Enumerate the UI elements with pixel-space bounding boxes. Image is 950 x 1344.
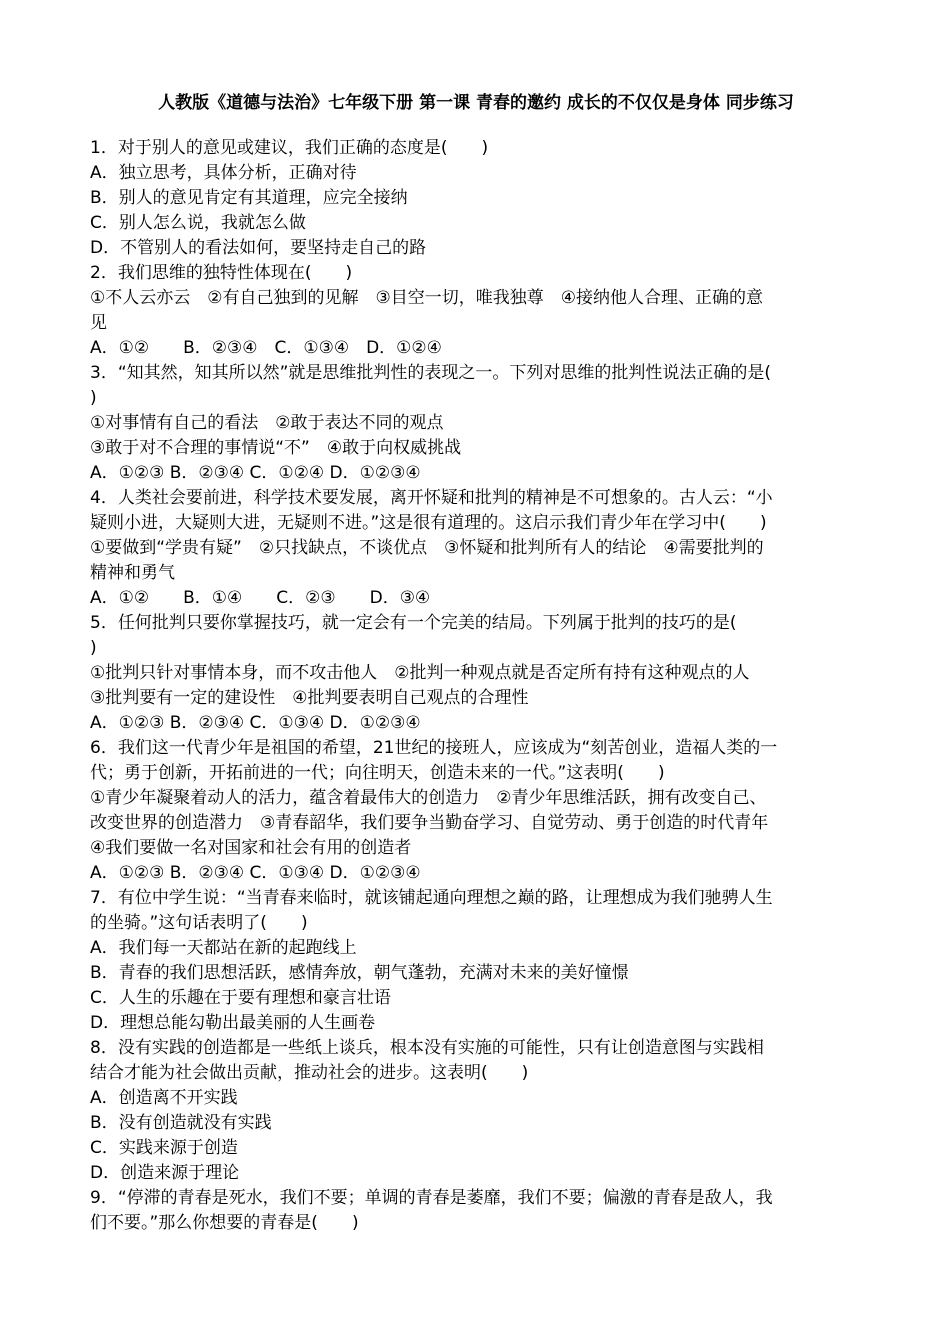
q7-option-b: B．青春的我们思想活跃，感情奔放，朝气蓬勃，充满对未来的美好憧憬	[90, 963, 629, 983]
q6-stem-cont: 代；勇于创新，开拓前进的一代；向往明天，创造未来的一代。”这表明( )	[90, 763, 665, 783]
q5-statements: ①批判只针对事情本身，而不攻击他人 ②批判一种观点就是否定所有持有这种观点的人	[90, 663, 750, 683]
q6-statements: ①青少年凝聚着动人的活力，蕴含着最伟大的创造力 ②青少年思维活跃，拥有改变自己、	[90, 788, 767, 808]
q8-stem: 8．没有实践的创造都是一些纸上谈兵，根本没有实施的可能性，只有让创造意图与实践相	[90, 1038, 764, 1058]
q8-option-c: C．实践来源于创造	[90, 1138, 238, 1158]
q8-stem-cont: 结合才能为社会做出贡献，推动社会的进步。这表明( )	[90, 1063, 529, 1083]
document-page	[90, 88, 862, 1236]
q7-stem-cont: 的坐骑。”这句话表明了( )	[90, 913, 308, 933]
q8-option-a: A．创造离不开实践	[90, 1088, 238, 1108]
q1-option-a: A．独立思考，具体分析，正确对待	[90, 163, 357, 183]
q2-options: A．①② B．②③④ C．①③④ D．①②④	[90, 338, 442, 358]
q4-statements-cont: 精神和勇气	[90, 563, 175, 583]
q6-options: A．①②③ B．②③④ C．①③④ D．①②③④	[90, 863, 421, 883]
q4-stem-cont: 疑则小进，大疑则大进，无疑则不进。”这是很有道理的。这启示我们青少年在学习中( )	[90, 513, 767, 533]
q7-option-d: D．理想总能勾勒出最美丽的人生画卷	[90, 1013, 376, 1033]
q7-option-a: A．我们每一天都站在新的起跑线上	[90, 938, 357, 958]
q1-option-b: B．别人的意见肯定有其道理，应完全接纳	[90, 188, 408, 208]
q5-stem: 5．任何批判只要你掌握技巧，就一定会有一个完美的结局。下列属于批判的技巧的是(	[90, 613, 737, 633]
q6-statements-end: ④我们要做一名对国家和社会有用的创造者	[90, 838, 412, 858]
q1-option-d: D．不管别人的看法如何，要坚持走自己的路	[90, 238, 427, 258]
q8-option-b: B．没有创造就没有实践	[90, 1113, 272, 1133]
q3-stem-cont: )	[90, 388, 97, 408]
q1-option-c: C．别人怎么说，我就怎么做	[90, 213, 306, 233]
q7-stem: 7．有位中学生说：“当青春来临时，就该铺起通向理想之巅的路，让理想成为我们驰骋人生	[90, 888, 773, 908]
q3-options: A．①②③ B．②③④ C．①②④ D．①②③④	[90, 463, 421, 483]
q9-stem: 9．“停滞的青春是死水，我们不要；单调的青春是萎靡，我们不要；偏激的青春是敌人，我	[90, 1188, 773, 1208]
q5-options: A．①②③ B．②③④ C．①③④ D．①②③④	[90, 713, 421, 733]
document-title: 人教版《道德与法治》七年级下册 第一课 青春的邀约 成长的不仅仅是身体 同步练习	[158, 93, 794, 113]
question-list	[90, 136, 862, 1236]
q7-option-c: C．人生的乐趣在于要有理想和豪言壮语	[90, 988, 391, 1008]
q6-statements-cont: 改变世界的创造潜力 ③青春韶华，我们要争当勤奋学习、自觉劳动、勇于创造的时代青年	[90, 813, 769, 833]
q4-statements: ①要做到“学贵有疑” ②只找缺点，不谈优点 ③怀疑和批判所有人的结论 ④需要批判的	[90, 538, 764, 558]
q9-stem-cont: 们不要。”那么你想要的青春是( )	[90, 1213, 359, 1233]
q3-stem: 3．“知其然，知其所以然”就是思维批判性的表现之一。下列对思维的批判性说法正确的是(	[90, 363, 772, 383]
q4-stem: 4．人类社会要前进，科学技术要发展，离开怀疑和批判的精神是不可想象的。古人云：“小	[90, 488, 773, 508]
q4-options: A．①② B．①④ C．②③ D．③④	[90, 588, 431, 608]
q3-statements-cont: ③敢于对不合理的事情说“不” ④敢于向权威挑战	[90, 438, 462, 458]
q1-stem: 1．对于别人的意见或建议，我们正确的态度是( )	[90, 138, 489, 158]
q2-stem: 2．我们思维的独特性体现在( )	[90, 263, 353, 283]
q6-stem: 6．我们这一代青少年是祖国的希望，21世纪的接班人，应该成为“刻苦创业，造福人类的一	[90, 738, 778, 758]
q3-statements: ①对事情有自己的看法 ②敢于表达不同的观点	[90, 413, 444, 433]
q8-option-d: D．创造来源于理论	[90, 1163, 240, 1183]
q5-stem-cont: )	[90, 638, 97, 658]
q2-statements-cont: 见	[90, 313, 107, 333]
q5-statements-cont: ③批判要有一定的建设性 ④批判要表明自己观点的合理性	[90, 688, 529, 708]
q2-statements: ①不人云亦云 ②有自己独到的见解 ③目空一切，唯我独尊 ④接纳他人合理、正确的意	[90, 288, 763, 308]
